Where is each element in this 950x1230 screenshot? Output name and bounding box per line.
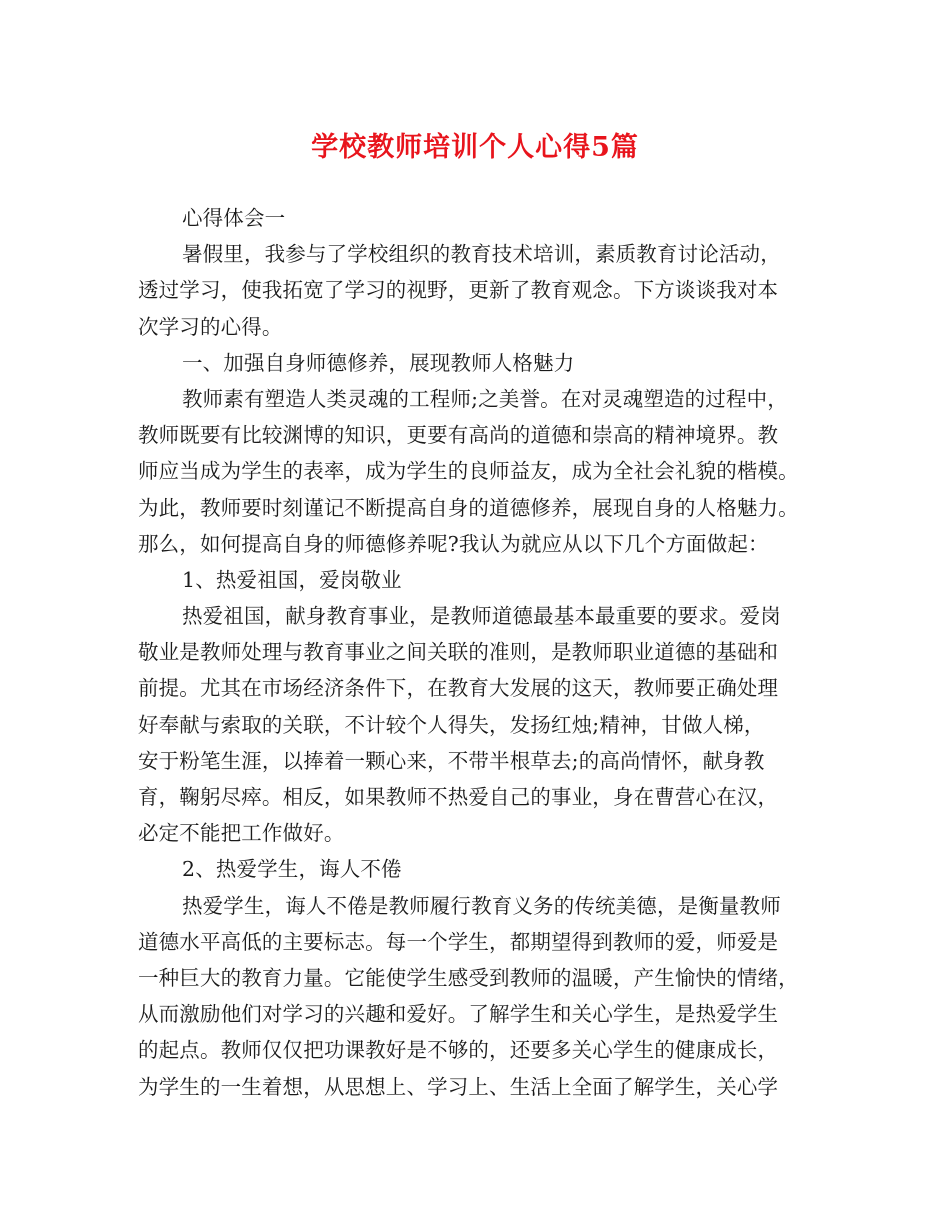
paragraph-line: 热爱学生，诲人不倦是教师履行教育义务的传统美德，是衡量教师: [182, 893, 781, 918]
paragraph-line: 教师素有塑造人类灵魂的工程师;之美誉。在对灵魂塑造的过程中，: [182, 386, 788, 411]
paragraph-line: 透过学习，使我拓宽了学习的视野，更新了教育观念。下方谈谈我对本: [138, 278, 779, 303]
paragraph-line: 道德水平高低的主要标志。每一个学生，都期望得到教师的爱，师爱是: [138, 929, 779, 954]
paragraph-line: 为此，教师要时刻谨记不断提高自身的道德修养，展现自身的人格魅力。: [138, 495, 799, 520]
section-heading: 心得体会一: [182, 206, 286, 230]
paragraph-line: 安于粉笔生涯，以捧着一颗心来，不带半根草去;的高尚情怀，献身教: [138, 748, 765, 773]
paragraph-line: 一种巨大的教育力量。它能使学生感受到教师的温暖，产生愉快的情绪，: [138, 965, 799, 990]
paragraph-line: 那么，如何提高自身的师德修养呢?我认为就应从以下几个方面做起：: [138, 531, 769, 556]
paragraph-line: 的起点。教师仅仅把功课教好是不够的，还要多关心学生的健康成长，: [138, 1038, 779, 1063]
paragraph-line: 为学生的一生着想，从思想上、学习上、生活上全面了解学生，关心学: [138, 1074, 779, 1099]
paragraph-line: 必定不能把工作做好。: [138, 821, 345, 846]
paragraph-line: 次学习的心得。: [138, 314, 283, 339]
document-body: [138, 200, 828, 1105]
paragraph-line: 敬业是教师处理与教育事业之间关联的准则，是教师职业道德的基础和: [138, 640, 779, 665]
paragraph-line: 师应当成为学生的表率，成为学生的良师益友，成为全社会礼貌的楷模。: [138, 459, 799, 484]
paragraph-line: 教师既要有比较渊博的知识，更要有高尚的道德和崇高的精神境界。教: [138, 423, 779, 448]
paragraph-line: 好奉献与索取的关联，不计较个人得失，发扬红烛;精神，甘做人梯，: [138, 712, 765, 737]
paragraph-line: 从而激励他们对学习的兴趣和爱好。了解学生和关心学生，是热爱学生: [138, 1002, 779, 1027]
subsection-heading: 2、热爱学生，诲人不倦: [182, 857, 402, 882]
subsection-heading: 1、热爱祖国，爱岗敬业: [182, 567, 402, 592]
paragraph-line: 育，鞠躬尽瘁。相反，如果教师不热爱自己的事业，身在曹营心在汉，: [138, 785, 779, 809]
paragraph-line: 暑假里，我参与了学校组织的教育技术培训，素质教育讨论活动，: [182, 242, 781, 267]
document-title: 学校教师培训个人心得5篇: [311, 132, 639, 163]
paragraph-line: 前提。尤其在市场经济条件下，在教育大发展的这天，教师要正确处理: [138, 676, 779, 701]
paragraph-line: 热爱祖国，献身教育事业，是教师道德最基本最重要的要求。爱岗: [182, 604, 781, 629]
section-heading: 一、加强自身师德修养，展现教师人格魅力: [182, 350, 575, 375]
